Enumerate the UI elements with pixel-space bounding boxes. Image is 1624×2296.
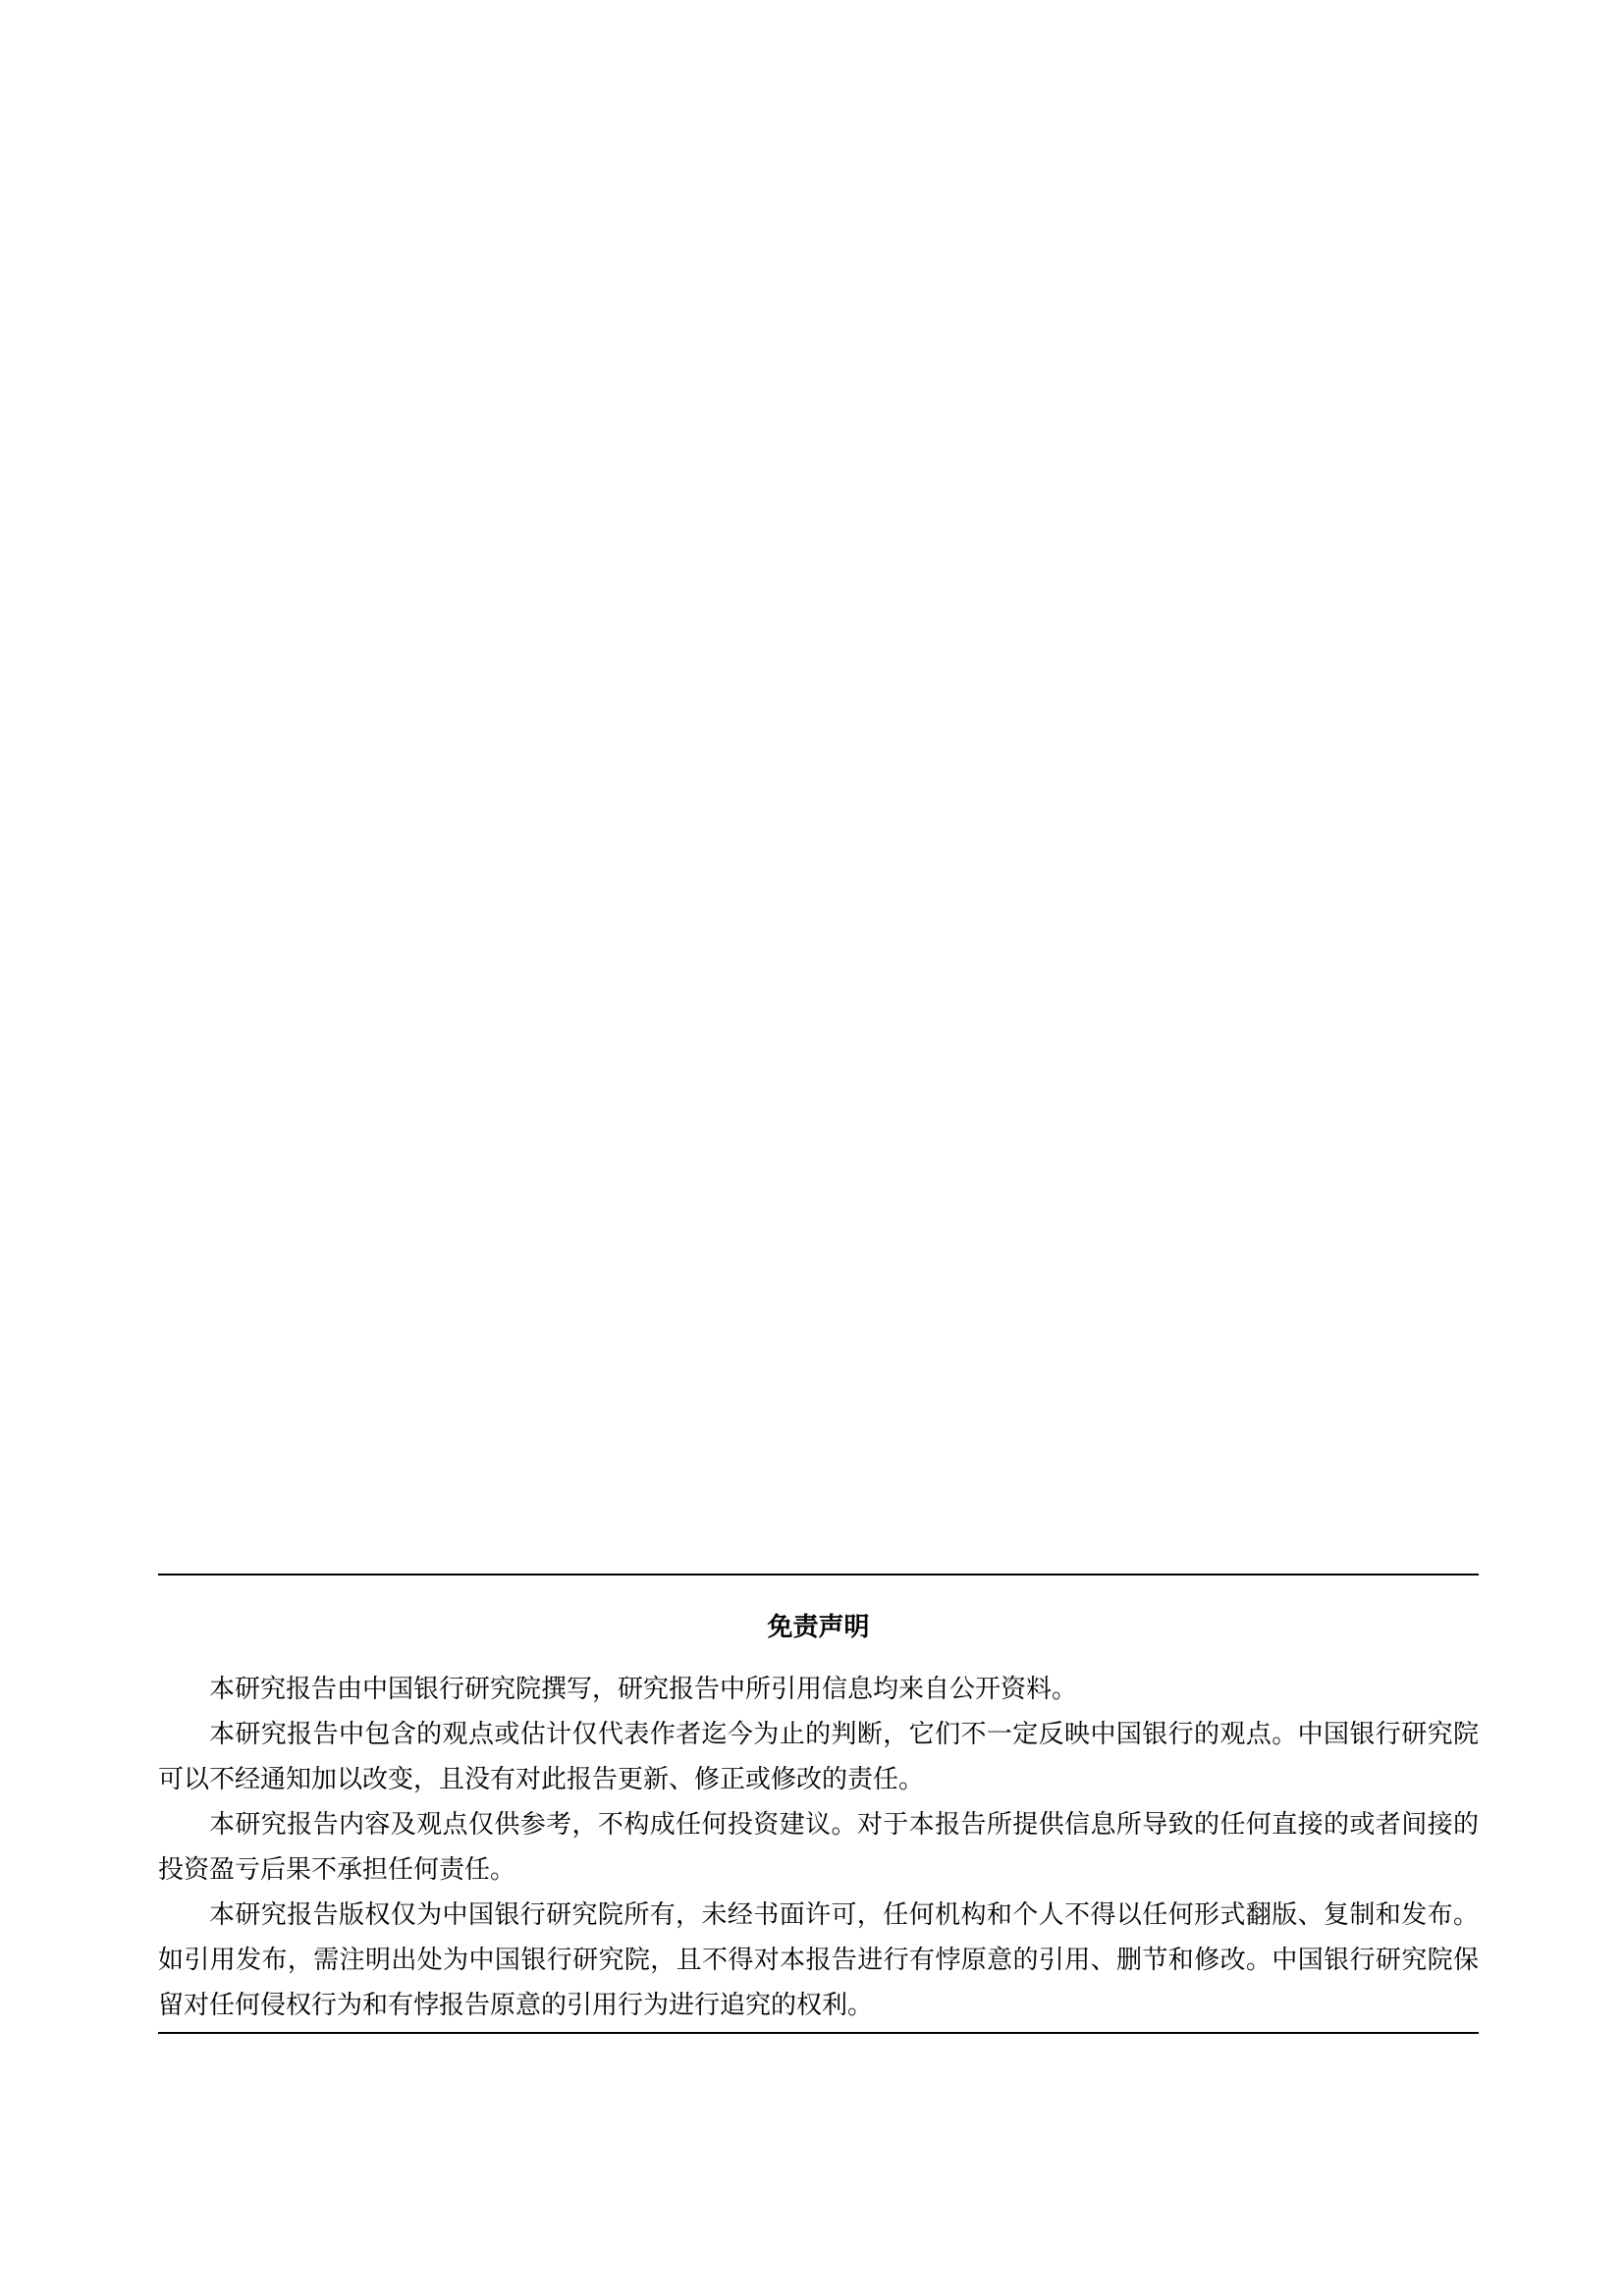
disclaimer-section [158,1574,1479,2034]
bottom-divider [158,2032,1479,2034]
disclaimer-paragraph-authorship: 本研究报告由中国银行研究院撰写，研究报告中所引用信息均来自公开资料。 [209,1675,1078,1704]
disclaimer-paragraph-investment: 本研究报告内容及观点仅供参考，不构成任何投资建议。对于本报告所提供信息所导致的任何直接的或者间接的投资盈亏后果不承担任何责任。 [158,1810,1479,1885]
top-divider [158,1574,1479,1575]
disclaimer-paragraph-copyright: 本研究报告版权仅为中国银行研究院所有，未经书面许可，任何机构和个人不得以任何形式翻版、复制和发布。如引用发布，需注明出处为中国银行研究院，且不得对本报告进行有悖原意的引用、删节和修改。中国银行研究院保留对任何侵权行为和有悖报告原意的引用行为进行追究的权利。 [158,1900,1479,2020]
disclaimer-paragraph-opinions: 本研究报告中包含的观点或估计仅代表作者迄今为止的判断，它们不一定反映中国银行的观点。中国银行研究院可以不经通知加以改变，且没有对此报告更新、修正或修改的责任。 [158,1720,1479,1794]
disclaimer-title: 免责声明 [767,1613,870,1642]
